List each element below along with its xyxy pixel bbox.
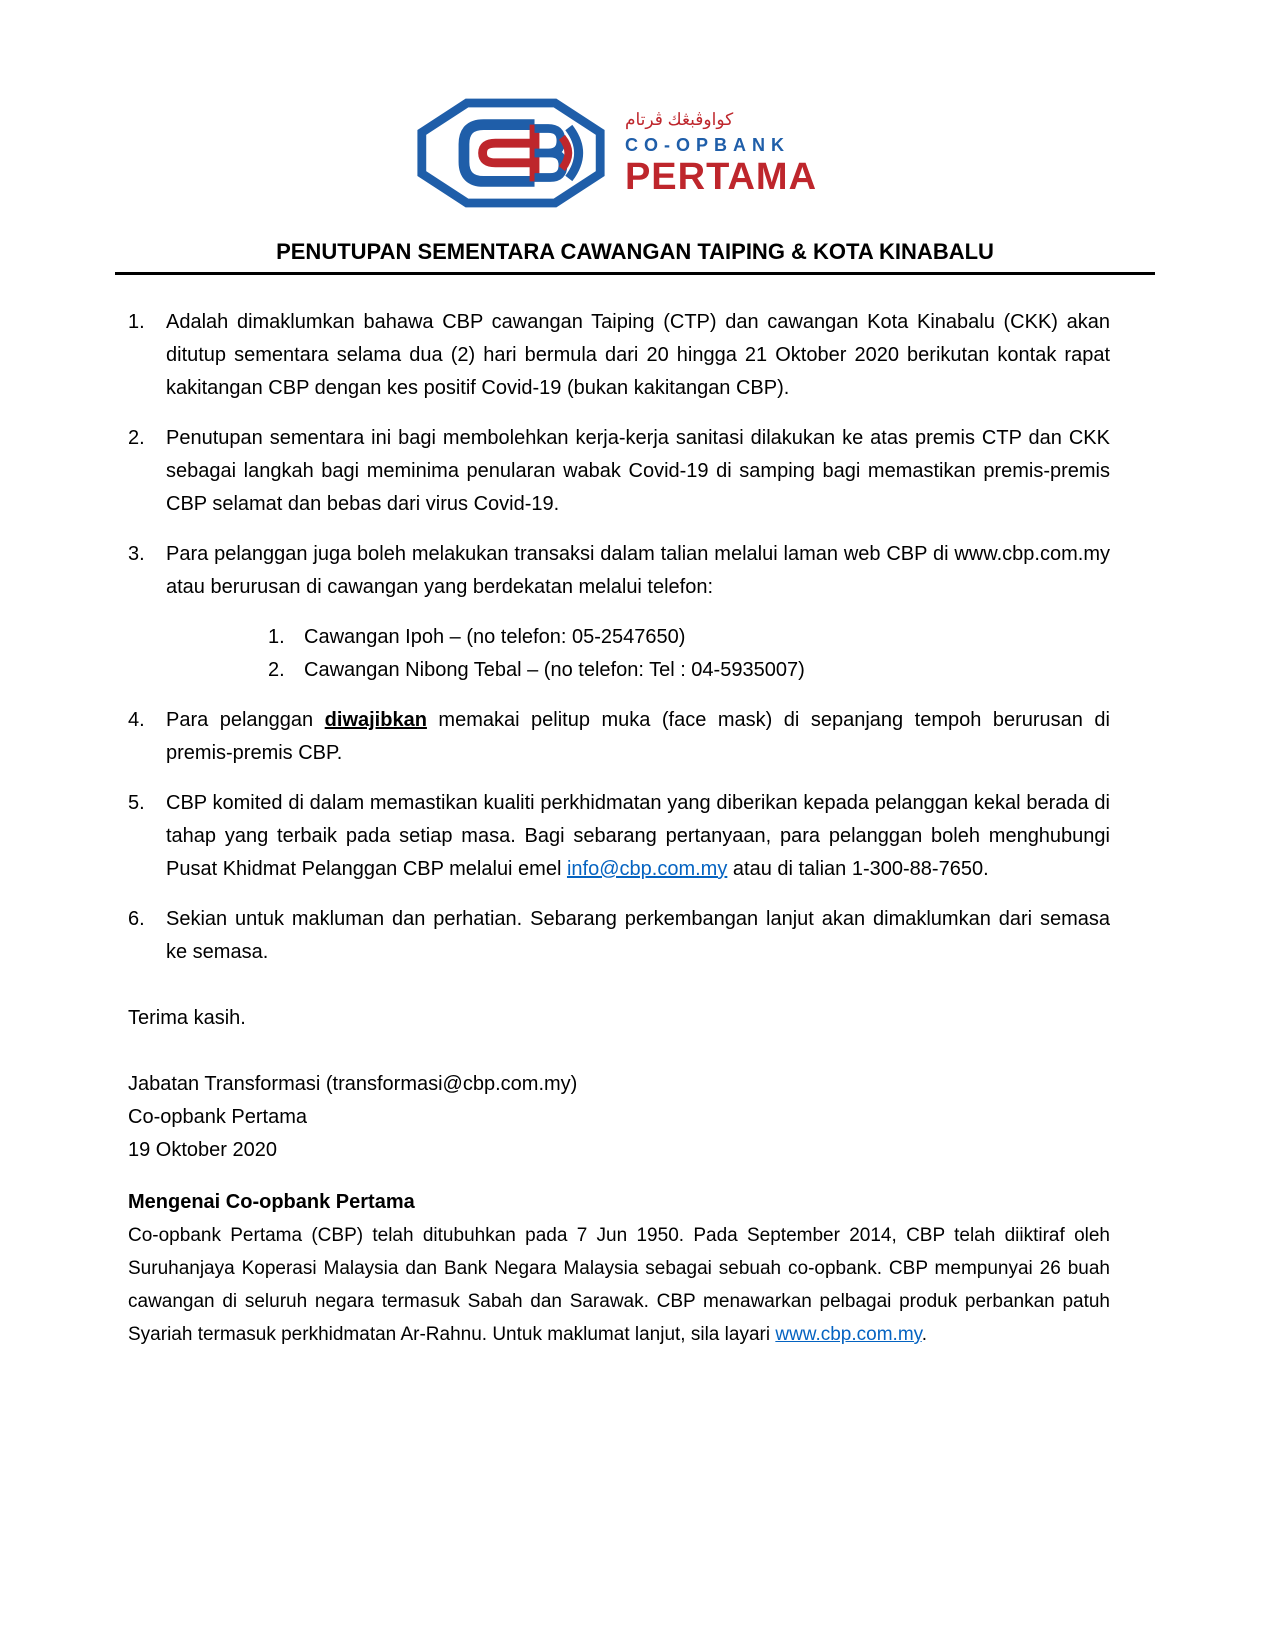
item-number: 1. xyxy=(128,311,145,333)
signature-organization: Co-opbank Pertama xyxy=(128,1106,307,1128)
item-text-run: CBP komited di dalam memastikan kualiti perkhidmatan yang diberikan kepada pelanggan kekal berada di tahap yang terbaik pada setiap masa. Bagi sebarang pertanyaan, para pelanggan boleh menghubungi Pusat Khidmat Pelanggan CBP melalui emel xyxy=(166,792,1110,880)
notice-body xyxy=(128,306,1110,1351)
signature-date: 19 Oktober 2020 xyxy=(128,1139,277,1161)
about-text-run: Co-opbank Pertama (CBP) telah ditubuhkan pada 7 Jun 1950. Pada September 2014, CBP telah diiktiraf oleh Suruhanjaya Koperasi Malaysia dan Bank Negara Malaysia sebagai sebuah co-opbank. CBP mempunyai 26 buah cawangan di seluruh negara termasuk Sabah dan Sarawak. CBP menawarkan pelbagai produk perbankan patuh Syariah termasuk perkhidmatan Ar-Rahnu. Untuk maklumat lanjut, sila layari xyxy=(128,1225,1110,1345)
item-text xyxy=(166,704,1110,770)
branch-phone-sublist xyxy=(268,621,1110,687)
item-text xyxy=(166,787,1110,886)
website-link[interactable]: www.cbp.com.my xyxy=(775,1324,922,1345)
subitem-text: Cawangan Nibong Tebal – (no telefon: Tel : 04-5935007) xyxy=(304,659,805,681)
company-logo xyxy=(0,0,1270,212)
item-text-run: memakai pelitup muka (face mask) di sepanjang tempoh berurusan di premis-premis CBP. xyxy=(166,709,1110,764)
emphasized-word: diwajibkan xyxy=(324,709,427,731)
notice-item-1 xyxy=(128,306,1110,405)
subitem-text: Cawangan Ipoh – (no telefon: 05-2547650) xyxy=(304,626,686,648)
item-number: 5. xyxy=(128,792,145,814)
closing-thanks: Terima kasih. xyxy=(128,1007,246,1029)
item-text: Adalah dimaklumkan bahawa CBP cawangan Taiping (CTP) dan cawangan Kota Kinabalu (CKK) akan ditutup sementara selama dua (2) hari bermula dari 20 hingga 21 Oktober 2020 berikutan kontak rapat kakitangan CBP dengan kes positif Covid-19 (bukan kakitangan CBP). xyxy=(166,311,1110,399)
logo-jawi-script: كواوڤبڠك ڤرتام xyxy=(624,110,734,129)
email-link[interactable]: info@cbp.com.my xyxy=(566,858,728,880)
notice-item-6 xyxy=(128,903,1110,969)
item-number: 6. xyxy=(128,908,145,930)
logo-line-co-opbank: CO-OPBANK xyxy=(624,135,790,155)
notice-item-3 xyxy=(128,538,1110,687)
notice-item-4 xyxy=(128,704,1110,770)
page-title: PENUTUPAN SEMENTARA CAWANGAN TAIPING & KOTA KINABALU xyxy=(276,239,994,264)
item-text: Sekian untuk makluman dan perhatian. Sebarang perkembangan lanjut akan dimaklumkan dari semasa ke semasa. xyxy=(166,908,1110,963)
sublist-item-nibong-tebal xyxy=(268,654,1110,687)
about-text-run: . xyxy=(921,1324,928,1345)
logo-line-pertama: PERTAMA xyxy=(624,156,818,198)
subitem-number: 2. xyxy=(268,659,285,681)
item-text xyxy=(166,538,1110,687)
item-text-run: Para pelanggan juga boleh melakukan transaksi dalam talian melalui laman web CBP di www.cbp.com.my atau berurusan di cawangan yang berdekatan melalui telefon: xyxy=(166,543,1110,598)
about-body xyxy=(128,1219,1110,1351)
title-rule xyxy=(115,272,1155,275)
item-number: 4. xyxy=(128,709,145,731)
sublist-item-ipoh xyxy=(268,621,1110,654)
item-text: Penutupan sementara ini bagi membolehkan kerja-kerja sanitasi dilakukan ke atas premis CTP dan CKK sebagai langkah bagi meminima penularan wabak Covid-19 di samping bagi memastikan premis-premis CBP selamat dan bebas dari virus Covid-19. xyxy=(166,427,1110,515)
about-heading: Mengenai Co-opbank Pertama xyxy=(128,1191,415,1213)
subitem-number: 1. xyxy=(268,626,285,648)
about-section xyxy=(128,1186,1110,1351)
notice-item-5 xyxy=(128,787,1110,886)
item-number: 3. xyxy=(128,543,145,565)
notice-item-2 xyxy=(128,422,1110,521)
item-text-run: atau di talian 1-300-88-7650. xyxy=(727,858,989,880)
item-number: 2. xyxy=(128,427,145,449)
signature-block xyxy=(128,1068,1110,1167)
signature-department: Jabatan Transformasi (transformasi@cbp.com.my) xyxy=(128,1073,578,1095)
cbp-logo-icon xyxy=(413,94,609,212)
logo-wordmark xyxy=(625,109,817,197)
item-text-run: Para pelanggan xyxy=(166,709,325,731)
